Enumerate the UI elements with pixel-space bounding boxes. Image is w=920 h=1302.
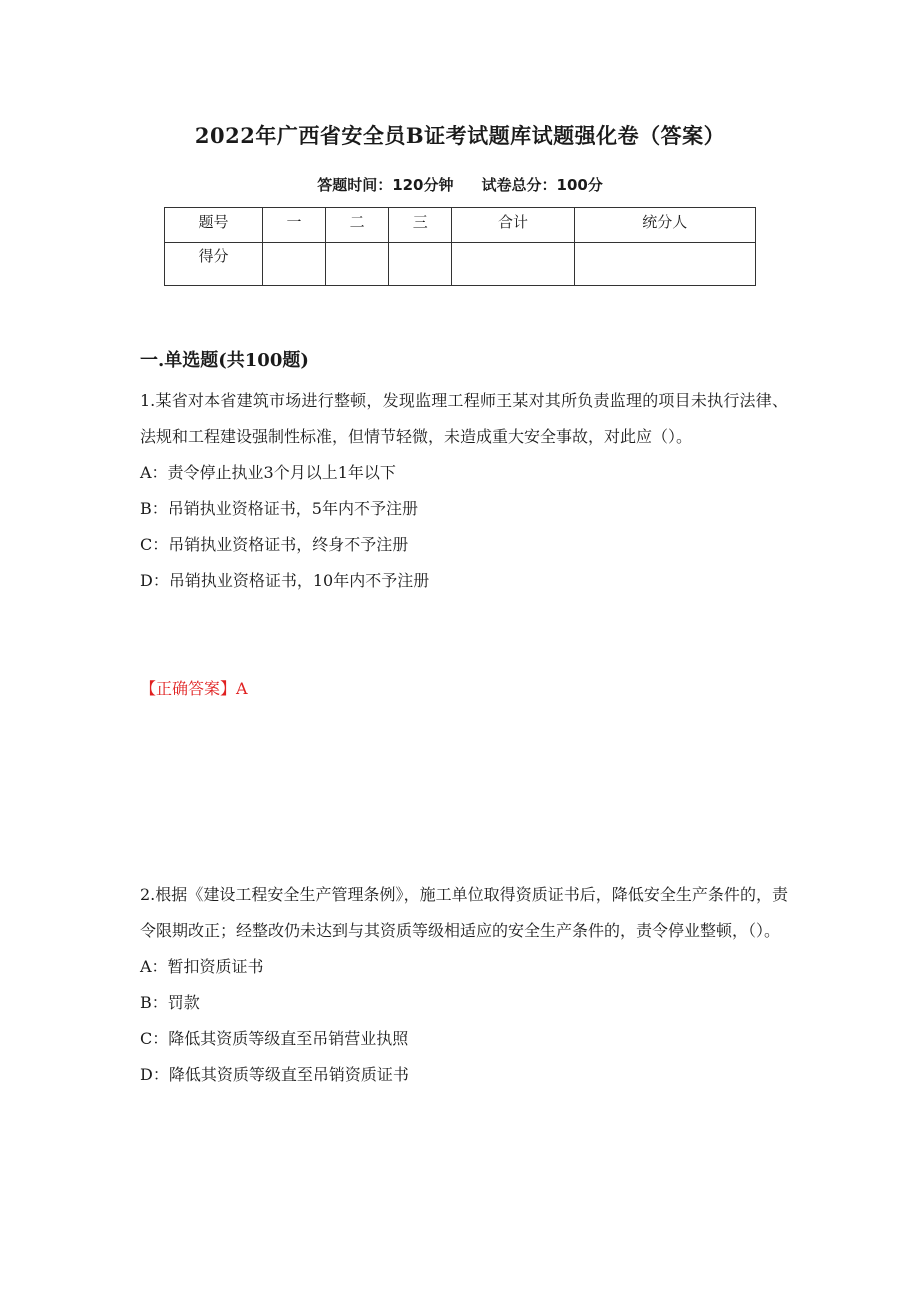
option-d: D：吊销执业资格证书，10年内不予注册 [140, 571, 430, 590]
question-stem: 2.根据《建设工程安全生产管理条例》，施工单位取得资质证书后，降低安全生产条件的，责令限期改正；经整改仍未达到与其资质等级相适应的安全生产条件的，责令停业整顿，（）。 [140, 885, 788, 940]
score-header-cell: 题号 [165, 208, 263, 243]
score-table-header-row [165, 208, 756, 243]
question-stem: 1.某省对本省建筑市场进行整顿，发现监理工程师王某对其所负责监理的项目未执行法律、法规和工程建设强制性标准，但情节轻微，未造成重大安全事故，对此应（）。 [140, 391, 788, 446]
score-cell [326, 243, 389, 286]
score-cell [574, 243, 755, 286]
score-row-label: 得分 [165, 243, 263, 286]
total-score: 试卷总分：100分 [481, 176, 603, 194]
option-d: D：降低其资质等级直至吊销资质证书 [140, 1065, 409, 1084]
score-header-cell: 一 [263, 208, 326, 243]
section-heading: 一.单选题(共100题) [140, 350, 309, 371]
question-1 [140, 383, 788, 599]
exam-info [0, 174, 920, 195]
option-a: A：责令停止执业3个月以上1年以下 [140, 463, 396, 482]
score-header-cell: 合计 [452, 208, 574, 243]
option-c: C：吊销执业资格证书，终身不予注册 [140, 535, 409, 554]
document-title: 2022年广西省安全员B证考试题库试题强化卷（答案） [194, 123, 726, 148]
score-cell [389, 243, 452, 286]
score-header-cell: 统分人 [574, 208, 755, 243]
exam-time: 答题时间：120分钟 [317, 176, 454, 194]
score-header-cell: 二 [326, 208, 389, 243]
score-header-cell: 三 [389, 208, 452, 243]
option-b: B：罚款 [140, 993, 200, 1012]
option-c: C：降低其资质等级直至吊销营业执照 [140, 1029, 409, 1048]
score-table [164, 207, 756, 286]
option-b: B：吊销执业资格证书，5年内不予注册 [140, 499, 418, 518]
score-cell [452, 243, 574, 286]
question-2 [140, 877, 788, 1093]
correct-answer: 【正确答案】A [140, 679, 248, 698]
option-a: A：暂扣资质证书 [140, 957, 264, 976]
score-cell [263, 243, 326, 286]
score-table-row [165, 243, 756, 286]
